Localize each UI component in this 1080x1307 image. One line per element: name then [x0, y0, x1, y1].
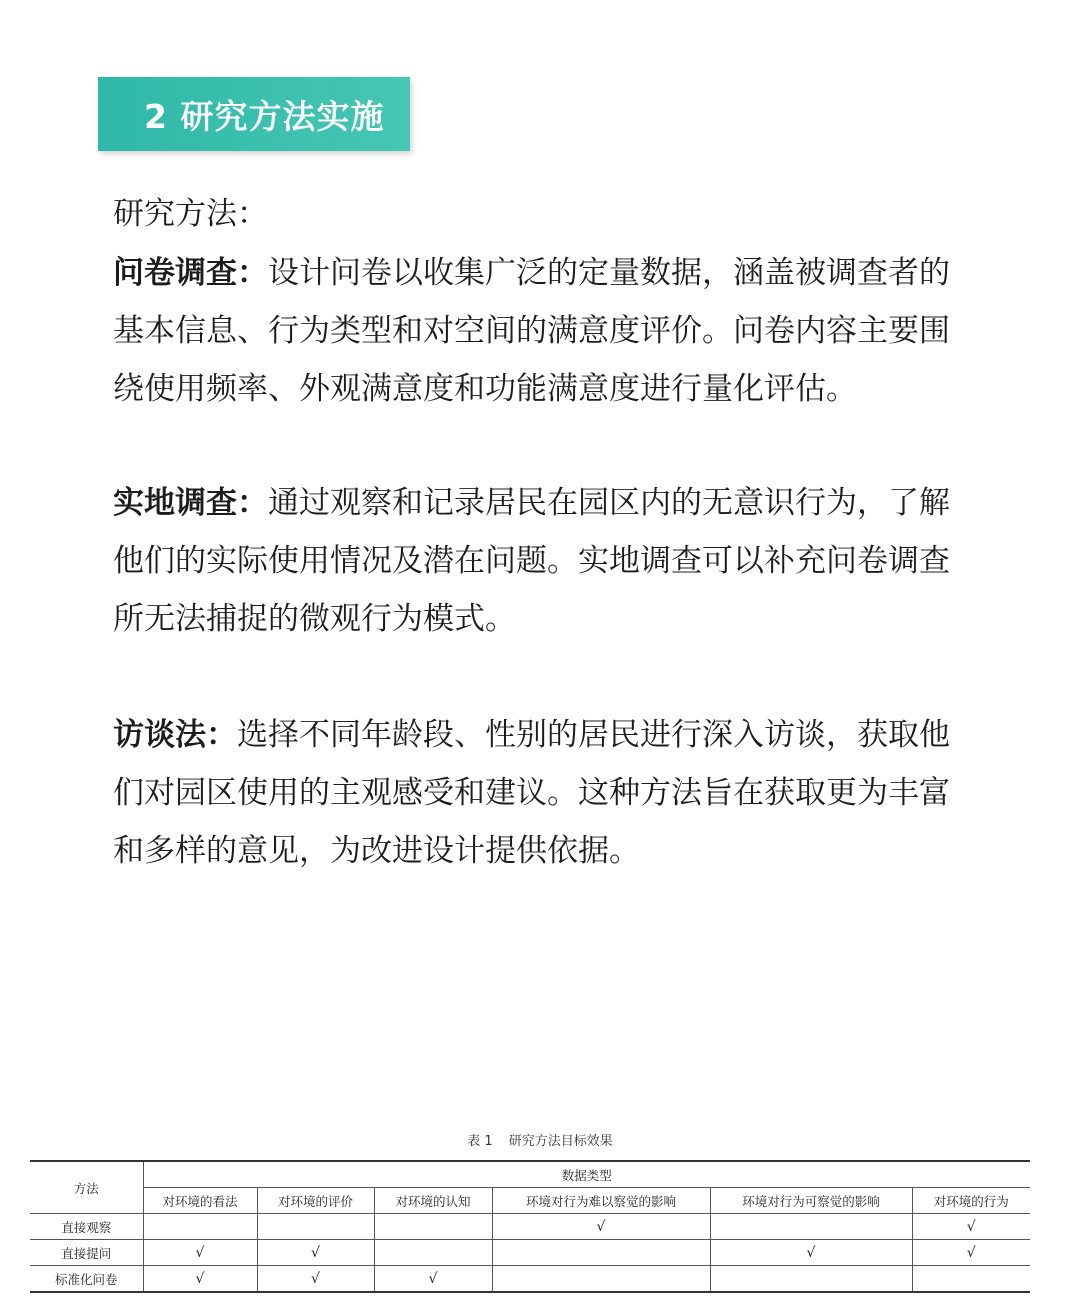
column-header: 对环境的看法 [143, 1188, 257, 1214]
paragraph-field-survey [113, 474, 973, 648]
column-header: 环境对行为难以察觉的影响 [492, 1188, 710, 1214]
row-method: 标准化问卷 [30, 1266, 143, 1293]
table-cell: √ [710, 1240, 912, 1266]
table-cell [912, 1266, 1030, 1293]
data-type-header: 数据类型 [143, 1161, 1030, 1188]
table-row [30, 1214, 1030, 1240]
column-header: 环境对行为可察觉的影响 [710, 1188, 912, 1214]
section-banner [98, 77, 410, 151]
paragraph-term: 访谈法： [113, 717, 237, 753]
table-cell: √ [143, 1240, 257, 1266]
table-cell [143, 1214, 257, 1240]
paragraph-text: 设计问卷以收集广泛的定量数据，涵盖被调查者的基本信息、行为类型和对空间的满意度评价。问卷内容主要围绕使用频率、外观满意度和功能满意度进行量化评估。 [113, 255, 950, 407]
paragraph-term: 问卷调查： [113, 255, 268, 291]
table-cell: √ [492, 1214, 710, 1240]
table-cell [492, 1240, 710, 1266]
table-cell [374, 1240, 492, 1266]
table-cell [374, 1214, 492, 1240]
paragraph-text: 选择不同年龄段、性别的居民进行深入访谈，获取他们对园区使用的主观感受和建议。这种方法旨在获取更为丰富和多样的意见，为改进设计提供依据。 [113, 717, 950, 869]
paragraph-interview [113, 706, 973, 880]
method-header: 方法 [30, 1161, 143, 1214]
table-caption-label: 表 1 [467, 1134, 493, 1149]
table-cell: √ [257, 1240, 374, 1266]
table-cell: √ [912, 1240, 1030, 1266]
row-method: 直接提问 [30, 1240, 143, 1266]
table-caption-title: 研究方法目标效果 [508, 1134, 613, 1149]
paragraph-term: 实地调查： [113, 485, 268, 521]
row-method: 直接观察 [30, 1214, 143, 1240]
paragraph-questionnaire [113, 244, 973, 418]
table-cell: √ [374, 1266, 492, 1293]
intro-heading: 研究方法： [113, 196, 268, 232]
paragraph-text: 通过观察和记录居民在园区内的无意识行为，了解他们的实际使用情况及潜在问题。实地调查可以补充问卷调查所无法捕捉的微观行为模式。 [113, 485, 950, 637]
table-cell [710, 1214, 912, 1240]
table-cell: √ [912, 1214, 1030, 1240]
table-caption [0, 1130, 1080, 1149]
method-table [30, 1160, 1030, 1293]
column-header: 对环境的行为 [912, 1188, 1030, 1214]
table-cell [710, 1266, 912, 1293]
table-row [30, 1266, 1030, 1293]
column-header: 对环境的评价 [257, 1188, 374, 1214]
table-cell [257, 1214, 374, 1240]
table-cell: √ [143, 1266, 257, 1293]
table-cell: √ [257, 1266, 374, 1293]
table-cell [492, 1266, 710, 1293]
column-header: 对环境的认知 [374, 1188, 492, 1214]
section-title: 2 研究方法实施 [144, 97, 385, 136]
table-row [30, 1240, 1030, 1266]
